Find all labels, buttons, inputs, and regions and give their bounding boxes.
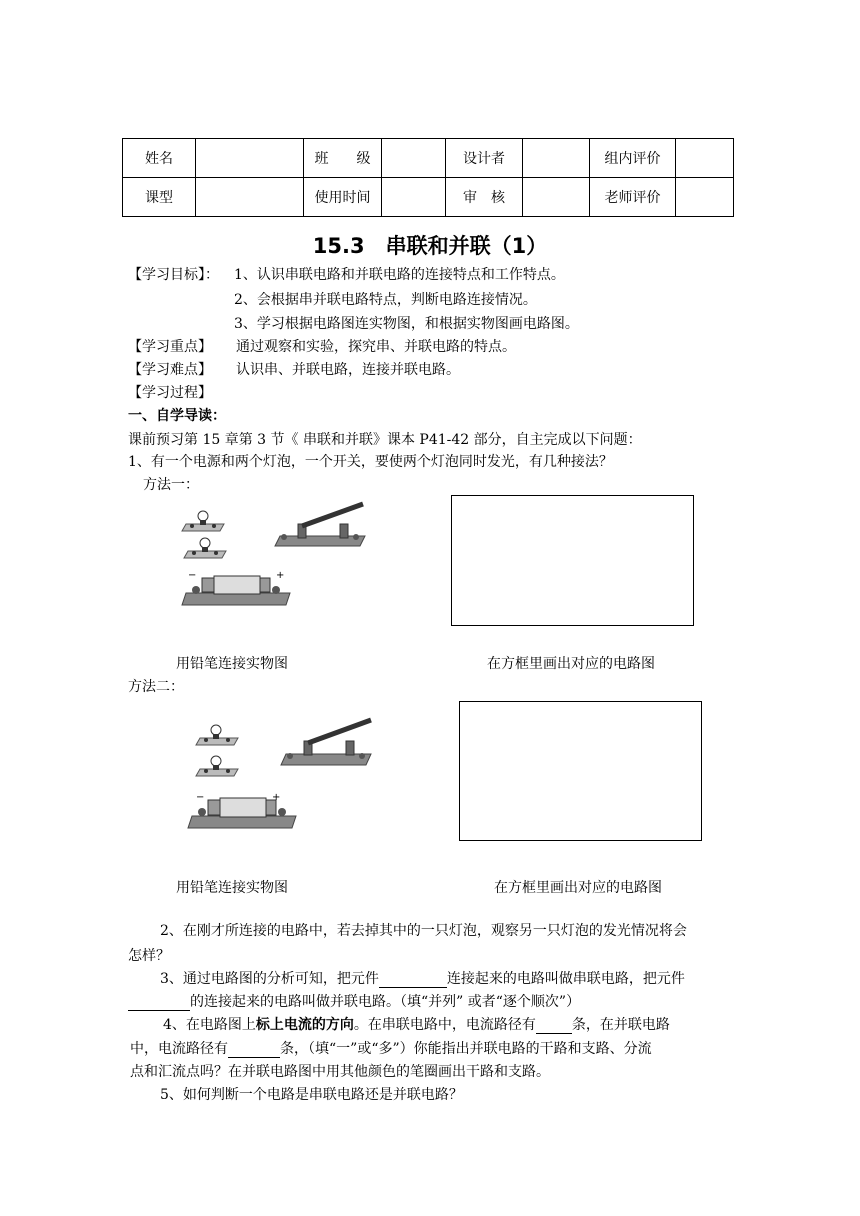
- question-3-line1: [160, 968, 685, 988]
- key-points-text: 通过观察和实验，探究串、并联电路的特点。: [236, 339, 516, 355]
- question-1: 1、有一个电源和两个灯泡，一个开关，要使两个灯泡同时发光，有几种接法？: [128, 454, 613, 470]
- method1-label: 方法一：: [143, 477, 199, 493]
- battery-icon: [182, 570, 290, 605]
- bulb-icon: [182, 511, 224, 531]
- bulb-icon: [196, 725, 238, 745]
- q4-text-e: 中，电流路径有: [130, 1041, 228, 1057]
- method1-right-caption: 在方框里画出对应的电路图: [487, 656, 655, 672]
- method2-components-illustration: [186, 714, 376, 836]
- goal-item-2: 2、会根据串并联电路特点，判断电路连接情况。: [234, 292, 537, 308]
- svg-text:−: −: [188, 570, 197, 581]
- value-group-eval[interactable]: [676, 139, 734, 178]
- question-3-line2: [128, 991, 580, 1011]
- goals-label: 【学习目标】：: [128, 267, 219, 283]
- difficulties-label: 【学习难点】: [128, 362, 212, 378]
- value-reviewer[interactable]: [523, 178, 590, 217]
- bulb-icon: [196, 756, 238, 776]
- question-2-line1: 2、在刚才所连接的电路中，若去掉其中的一只灯泡，观察另一只灯泡的发光情况将会: [160, 923, 687, 939]
- q4-text-a: 4、在电路图上: [163, 1017, 256, 1033]
- q4-text-c: 。在串联电路中，电流路径有: [353, 1017, 536, 1033]
- q4-text-bold: 标上电流的方向: [255, 1017, 354, 1033]
- question-4-line2: [130, 1038, 652, 1058]
- label-usage-time: 使用时间: [304, 178, 382, 217]
- switch-icon: [281, 720, 371, 765]
- q4-blank-1[interactable]: [536, 1033, 572, 1034]
- value-teacher-eval[interactable]: [676, 178, 734, 217]
- key-points-label: 【学习重点】: [128, 339, 212, 355]
- question-2-line2: 怎样？: [128, 948, 170, 964]
- svg-text:+: +: [272, 792, 281, 803]
- header-table: [122, 138, 734, 217]
- section1-heading: 一、自学导读：: [128, 408, 226, 424]
- method1-drawing-box[interactable]: [451, 495, 694, 626]
- value-name[interactable]: [196, 139, 304, 178]
- goal-item-1: 1、认识串联电路和并联电路的连接特点和工作特点。: [234, 267, 565, 283]
- q3-blank-2[interactable]: [128, 1010, 190, 1011]
- method1-components-illustration: [180, 498, 370, 613]
- q3-text-a: 3、通过电路图的分析可知，把元件: [160, 971, 379, 987]
- label-lesson-type: 课型: [123, 178, 196, 217]
- value-lesson-type[interactable]: [196, 178, 304, 217]
- label-class: 班 级: [304, 139, 382, 178]
- page-title: 15.3 串联和并联（1）: [312, 234, 548, 258]
- label-designer: 设计者: [446, 139, 523, 178]
- label-teacher-eval: 老师评价: [590, 178, 676, 217]
- value-class[interactable]: [382, 139, 446, 178]
- label-group-eval: 组内评价: [590, 139, 676, 178]
- q3-text-c: 的连接起来的电路叫做并联电路。（填“并列” 或者“逐个顺次”）: [190, 994, 581, 1010]
- intro-text: 课前预习第 15 章第 3 节《 串联和并联》课本 P41-42 部分，自主完成以下问题：: [128, 432, 642, 448]
- q4-text-f: 条，（填“一”或“多”）你能指出并联电路的干路和支路、分流: [280, 1041, 652, 1057]
- label-reviewer: 审 核: [446, 178, 523, 217]
- question-5: 5、如何判断一个电路是串联电路还是并联电路？: [160, 1087, 463, 1103]
- method1-left-caption: 用铅笔连接实物图: [176, 656, 288, 672]
- question-4-line1: [163, 1014, 670, 1034]
- method2-left-caption: 用铅笔连接实物图: [176, 880, 288, 896]
- question-4-line3: 点和汇流点吗？在并联电路图中用其他颜色的笔圈画出干路和支路。: [130, 1064, 550, 1080]
- svg-text:+: +: [276, 570, 285, 581]
- value-usage-time[interactable]: [382, 178, 446, 217]
- q3-text-b: 连接起来的电路叫做串联电路，把元件: [446, 971, 685, 987]
- goal-item-3: 3、学习根据电路图连实物图，和根据实物图画电路图。: [234, 316, 579, 332]
- method2-label: 方法二：: [128, 679, 184, 695]
- q3-blank-1[interactable]: [379, 987, 447, 988]
- method2-right-caption: 在方框里画出对应的电路图: [494, 880, 662, 896]
- bulb-icon: [184, 538, 226, 558]
- method2-drawing-box[interactable]: [459, 701, 702, 841]
- difficulties-text: 认识串、并联电路，连接并联电路。: [236, 362, 460, 378]
- q4-text-d: 条，在并联电路: [571, 1017, 670, 1033]
- q4-blank-2[interactable]: [228, 1057, 280, 1058]
- label-name: 姓名: [123, 139, 196, 178]
- process-label: 【学习过程】: [128, 385, 212, 401]
- battery-icon: [188, 792, 296, 828]
- svg-text:−: −: [196, 792, 205, 803]
- value-designer[interactable]: [523, 139, 590, 178]
- switch-icon: [275, 504, 365, 546]
